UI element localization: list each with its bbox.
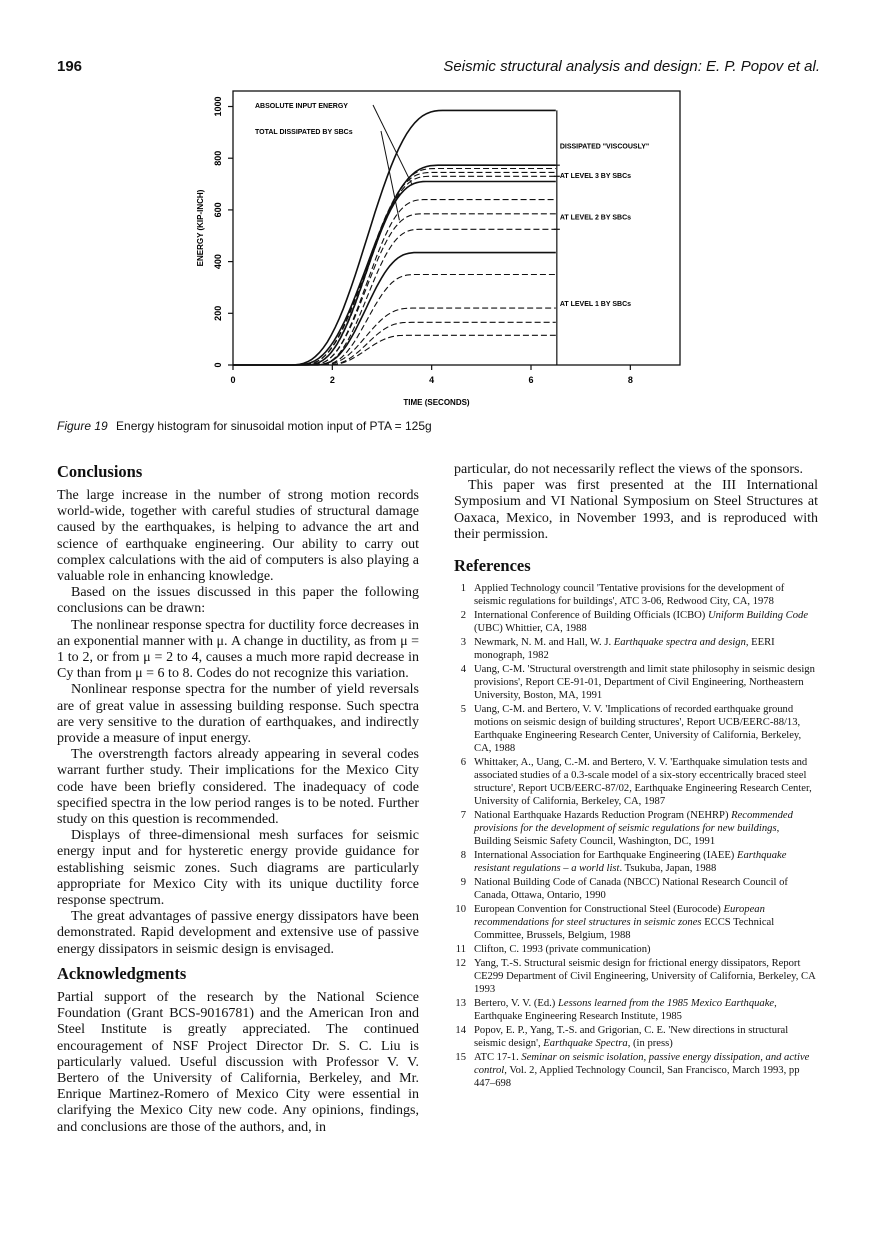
reference-text-tail: ECCS Technical Committee, Brussels, Belgium, 1988	[474, 917, 775, 942]
reference-title: Lessons learned from the 1985 Mexico Earthquake	[557, 998, 775, 1010]
x-tick-label: 4	[429, 375, 435, 385]
annotation-label: AT LEVEL 3 BY SBCs	[559, 173, 632, 181]
series-line-sbc-12	[233, 335, 556, 365]
conclusions-paragraph: Based on the issues discussed in this paper the following conclusions can be drawn:	[57, 585, 419, 617]
reference-number: 10	[455, 904, 466, 916]
y-tick-label: 400	[213, 254, 223, 270]
series-line-sbc-11	[233, 322, 556, 365]
reference-text: Clifton, C. 1993 (private communication)	[474, 944, 651, 956]
reference-text: International Association for Earthquake Engineering (IAEE)	[474, 850, 737, 862]
conclusions-heading: Conclusions	[57, 462, 143, 481]
right-column	[454, 462, 818, 1091]
y-tick-label: 800	[213, 150, 223, 166]
reference-item	[454, 943, 818, 956]
reference-text-tail: , (in press)	[627, 1038, 673, 1050]
reference-text: National Earthquake Hazards Reduction Program (NEHRP)	[474, 810, 732, 822]
conclusions-paragraph: The great advantages of passive energy dissipators have been demonstrated. Rapid development and extensive use of passive energy dissipators in seismic design is envisaged.	[57, 909, 419, 957]
reference-item	[454, 663, 818, 702]
reference-number: 13	[455, 998, 466, 1010]
reference-item	[454, 582, 818, 608]
acknowledgments-paragraph-continued: particular, do not necessarily reflect the views of the sponsors.	[454, 462, 803, 477]
y-tick-label: 0	[213, 362, 223, 368]
y-tick-label: 200	[213, 305, 223, 321]
reference-item	[454, 997, 818, 1023]
figure-caption-text: Energy histogram for sinusoidal motion input of PTA = 125g	[116, 419, 432, 433]
annotation-label: AT LEVEL 2 BY SBCs	[559, 214, 632, 222]
series-line-sbc-9	[233, 275, 556, 366]
y-tick-label: 1000	[213, 96, 223, 117]
reference-item	[454, 876, 818, 902]
reference-text-tail: , Vol. 2, Applied Technology Council, San Francisco, March 1993, pp 447–698	[474, 1065, 800, 1090]
reference-number: 2	[460, 610, 466, 622]
x-axis-label: TIME (SECONDS)	[403, 398, 470, 407]
reference-text-tail: , Earthquake Engineering Research Institute, 1985	[474, 998, 777, 1023]
reference-text: European Convention for Constructional Steel (Eurocode)	[474, 904, 724, 916]
reference-title: Earthquake spectra and design	[613, 637, 746, 649]
series-line-sbc-6	[233, 214, 556, 365]
running-title: Seismic structural analysis and design: E. P. Popov et al.	[443, 58, 820, 75]
reference-text-tail: , Building Seismic Safety Council, Washington, DC, 1991	[474, 823, 780, 848]
left-column	[57, 462, 419, 1136]
series-line-sbc-4	[233, 182, 556, 366]
conclusions-paragraph: The nonlinear response spectra for ductility force decreases in an exponential manner with μ. A change in ductility, as from μ = 1 to 2, or from μ = 2 to 4, causes a much more rapid decrease in Cy than from μ = 6 to 8. Codes do not recognize this variation.	[57, 617, 419, 682]
reference-number: 11	[455, 944, 466, 956]
references-heading: References	[454, 556, 531, 576]
reference-title: European recommendations for steel structures in seismic zones	[474, 904, 765, 929]
reference-text: Popov, E. P., Yang, T.-S. and Grigorian, C. E. 'New directions in structural seismic design',	[474, 1025, 789, 1050]
energy-histogram-chart	[175, 88, 690, 418]
reference-text: Yang, T.-S. Structural seismic design for frictional energy dissipators, Report CE299 Department of Civil Engineering, University of California, Berkeley, CA 1993	[474, 958, 816, 996]
reference-text: National Building Code of Canada (NBCC) National Research Council of Canada, Ottawa, Ontario, 1990	[474, 877, 788, 902]
conclusions-paragraph: The overstrength factors already appearing in several codes warrant further study. Their implications for the Mexico City code have been briefly considered. The inadequacy of code specified spectra in the low period ranges is to be noted. Further study on this question is recommended.	[57, 747, 419, 828]
x-tick-label: 8	[627, 375, 633, 385]
y-tick-label: 600	[213, 202, 223, 218]
figure-caption	[57, 419, 757, 433]
reference-text: Applied Technology council 'Tentative provisions for the development of seismic regulations for buildings', ATC 3-06, Redwood City, CA, 1978	[474, 583, 785, 608]
reference-item	[454, 703, 818, 755]
reference-number: 7	[460, 810, 466, 822]
reference-title: Earthquake resistant regulations – a world list	[474, 850, 787, 875]
annotation-label: DISSIPATED "VISCOUSLY"	[559, 143, 650, 151]
reference-title: Seminar on seismic isolation, passive energy dissipation, and active control	[474, 1052, 810, 1077]
annotation-leader	[373, 105, 412, 184]
series-line-sbc-10	[233, 308, 556, 365]
reference-text: Bertero, V. V. (Ed.)	[474, 998, 558, 1010]
reference-number: 9	[460, 877, 466, 889]
reference-item	[454, 903, 818, 942]
reference-text: Uang, C-M. and Bertero, V. V. 'Implications of recorded earthquake ground motions on seismic design of building structures', Report UCB/EERC-88/13, Earthquake Engineering Research Center, University of California, Berkeley, CA, 1988	[474, 704, 802, 755]
reference-number: 6	[460, 757, 466, 769]
series-line-sbc-5	[233, 200, 556, 365]
conclusions-paragraph: Displays of three-dimensional mesh surfaces for seismic energy input and for hysteretic energy provide guidance for establishing seismic zones. Such diagrams are particularly appropriate for Mexico City with its unique ductility force response spectrum.	[57, 828, 419, 909]
figure-19	[175, 88, 690, 418]
reference-text-tail: (UBC) Whittier, CA, 1988	[474, 623, 587, 635]
reference-text-tail: , EERI monograph, 1982	[474, 637, 775, 662]
series-line-sbc-8	[233, 253, 556, 365]
reference-number: 1	[460, 583, 466, 595]
reference-item	[454, 609, 818, 635]
reference-text: International Conference of Building Officials (ICBO)	[474, 610, 708, 622]
reference-number: 4	[460, 664, 466, 676]
reference-title: Earthquake Spectra	[543, 1038, 628, 1050]
reference-text: Newmark, N. M. and Hall, W. J.	[474, 637, 614, 649]
reference-text: ATC 17-1.	[474, 1052, 522, 1064]
page-header	[57, 58, 820, 80]
reference-text-tail: . Tsukuba, Japan, 1988	[619, 863, 717, 875]
reference-title: Uniform Building Code	[707, 610, 809, 622]
reference-item	[454, 1051, 818, 1090]
annotation-label: TOTAL DISSIPATED BY SBCs	[255, 129, 353, 136]
reference-list	[454, 582, 818, 1090]
reference-number: 5	[460, 704, 466, 716]
reference-item	[454, 849, 818, 875]
reference-item	[454, 1024, 818, 1050]
reference-item	[454, 756, 818, 808]
x-tick-label: 2	[329, 375, 335, 385]
x-tick-label: 6	[528, 375, 534, 385]
conclusions-paragraph: The large increase in the number of strong motion records world-wide, together with careful studies of structural damage caused by the earthquakes, is helping to advance the art and science of earthquake engineering. Our ability to carry out complex calculations with the aid of computers is also playing a valuable role in enhancing knowledge.	[57, 488, 419, 585]
reference-text: Uang, C-M. 'Structural overstrength and limit state philosophy in seismic design provisions', Report CE-91-01, Department of Civil Engineering, Northeastern University, Boston, MA, 1991	[474, 664, 815, 702]
figure-caption-label: Figure 19	[57, 419, 108, 433]
series-line-sbc-7	[233, 229, 556, 365]
x-tick-label: 0	[230, 375, 236, 385]
reference-text: Whittaker, A., Uang, C.-M. and Bertero, V. V. 'Earthquake simulation tests and associated studies of a 0.3-scale model of a six-story eccentrically braced steel structure', Report UCB/EERC-87/02, Earthquake Engineering Research Center, University of California, Berkeley, CA, 1987	[474, 757, 812, 808]
reference-item	[454, 809, 818, 848]
acknowledgments-paragraph: This paper was first presented at the III International Symposium and VI National Symposium on Steel Structures at Oaxaca, Mexico, in November 1993, and is reproduced with their permission.	[454, 478, 818, 542]
reference-title: Recommended provisions for the development of seismic regulations for new buildings	[474, 810, 793, 835]
y-axis-label: ENERGY (KIP-INCH)	[196, 189, 205, 267]
reference-number: 8	[460, 850, 466, 862]
reference-number: 15	[455, 1052, 466, 1064]
reference-item	[454, 957, 818, 996]
annotation-label: AT LEVEL 1 BY SBCs	[559, 300, 632, 308]
reference-number: 14	[455, 1025, 466, 1037]
annotation-label: ABSOLUTE INPUT ENERGY	[255, 103, 348, 110]
reference-item	[454, 636, 818, 662]
reference-number: 12	[455, 958, 466, 970]
page-number: 196	[57, 58, 83, 75]
acknowledgments-heading: Acknowledgments	[57, 963, 187, 983]
conclusions-paragraph: Nonlinear response spectra for the number of yield reversals are of great value in assessing building response. Such spectra are very sensitive to the duration of earthquakes, and indirectly provide a measure of input energy.	[57, 682, 419, 747]
reference-number: 3	[460, 637, 466, 649]
acknowledgments-paragraph: Partial support of the research by the National Science Foundation (Grant BCS-9016781) and the American Iron and Steel Institute is greatly appreciated. The continued encouragement of NSF Project Director Dr. S. C. Liu is particularly valued. Useful discussion with Professor V. V. Bertero of the University of California, Berkeley, and Mr. Enrique Martinez-Romero of Mexico City were essential in clarifying the Mexico City new code. Any opinions, findings, and conclusions are those of the authors, and, in	[57, 989, 419, 1135]
